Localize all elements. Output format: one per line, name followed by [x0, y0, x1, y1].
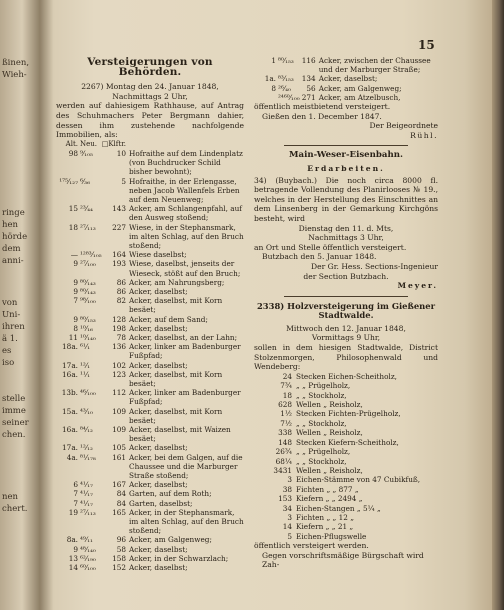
wood-lot-description: „ „ Stockholz, — [296, 418, 347, 428]
property-row — [56, 287, 244, 296]
parcel-new-number: ⁶⁰⁄₁₀₀ — [80, 563, 96, 573]
parcel-new-number: ⁶²⁄₁₉₀ — [80, 553, 96, 563]
left-column — [56, 56, 244, 572]
parcel-description: Garten, auf dem Roth; — [129, 489, 212, 499]
parcel-description: Acker, auf dem Sand; — [129, 314, 208, 324]
parcel-old-number: 8a. — [66, 535, 78, 545]
property-row — [56, 554, 244, 563]
wood-lot-item — [254, 466, 438, 475]
railway-notice-place-date: Butzbach den 5. Januar 1848. — [262, 252, 377, 262]
parcel-new-number: ²³⁄₄₄ — [80, 204, 93, 214]
wood-lot-description: Stecken Fichten-Prügelholz, — [296, 409, 401, 419]
wood-lot-description: „ „ Prügelholz, — [296, 447, 351, 457]
property-table-header — [56, 140, 244, 149]
wood-lot-description: „ „ Stockholz, — [296, 456, 347, 466]
wood-lot-quantity: 628 — [278, 400, 292, 410]
parcel-old-number: 16a. — [62, 369, 78, 379]
wood-lot-description: „ „ Prügelholz, — [296, 381, 351, 391]
wood-lot-item — [254, 428, 438, 437]
wood-lot-quantity: 338 — [278, 428, 292, 438]
parcel-description: Acker, daselbst, an der Lahn; — [129, 333, 238, 343]
parcel-description: Acker, am Galgenweg; — [318, 83, 402, 93]
parcel-new-number: ⁴⁹⁄₁₁ — [80, 535, 93, 545]
wood-lot-quantity: 7½ — [280, 418, 292, 428]
wood-lot-description: Kiefern „ „ 21 „ — [296, 522, 354, 532]
parcel-old-number: 6 — [73, 480, 78, 490]
parcel-new-number: ⁹⁄₁₀₅ — [80, 148, 93, 158]
adjacent-page-text-fragment: hörde — [2, 232, 28, 242]
parcel-new-number: ⁴¹⁄₁₇ — [80, 498, 93, 508]
property-row — [56, 388, 244, 406]
parcel-new-number: ¹²⁄₁ — [80, 360, 90, 370]
notice-date-giessen: Gießen den 1. December 1847. — [262, 111, 382, 121]
parcel-description: Wiese daselbst; — [129, 250, 187, 260]
parcel-old-number: 8 — [271, 83, 276, 93]
property-row — [56, 177, 244, 205]
parcel-area: 105 — [112, 443, 126, 453]
property-row — [56, 315, 244, 324]
parcel-description: Acker, daselbst; — [129, 360, 188, 370]
parcel-description: Acker, linker am Badenburger Fußpfad; — [129, 388, 241, 407]
property-row — [56, 333, 244, 342]
parcel-old-number: 7 — [73, 489, 78, 499]
adjacent-page-text-fragment: Wieh- — [2, 70, 27, 80]
parcel-area: 198 — [112, 323, 126, 333]
parcel-description: Acker, daselbst; — [129, 287, 188, 296]
wood-lot-description: Fichten „ „ 877 „ — [296, 484, 359, 494]
parcel-area: 271 — [301, 92, 316, 102]
parcel-old-number: 9 — [73, 314, 78, 324]
property-row — [254, 84, 438, 93]
property-row — [56, 259, 244, 277]
wood-lot-item — [254, 438, 438, 447]
parcel-old-number: 17a. — [62, 443, 78, 453]
parcel-description: Acker, daselbst, mit Waizen besäet; — [129, 425, 231, 444]
property-row — [56, 508, 244, 536]
wood-lot-item — [254, 447, 438, 456]
wood-lot-quantity: 3 — [287, 475, 292, 485]
wood-lot-quantity: 14 — [282, 522, 292, 532]
col-header-old: Alt. — [65, 139, 78, 148]
parcel-description: Acker, daselbst, mit Korn besäet; — [129, 406, 223, 425]
parcel-new-number: ²⁷⁄₁₁₃ — [80, 222, 96, 232]
wood-lot-quantity: 34 — [282, 503, 292, 513]
wood-lot-description: „ „ Stockholz, — [296, 390, 347, 400]
parcel-old-number: 18 — [68, 222, 78, 232]
adjacent-page-text-fragment: chen. — [2, 430, 26, 440]
parcel-area: 102 — [112, 360, 126, 370]
parcel-old-number: 9 — [73, 544, 78, 554]
wood-lot-description: Wellen „ Reisholz, — [296, 428, 363, 438]
parcel-old-number: 16a. — [62, 425, 78, 435]
wood-lot-description: Eichen-Stämme von 47 Cubikfuß, — [296, 475, 421, 485]
wood-lot-item — [254, 475, 438, 484]
property-row — [56, 443, 244, 452]
parcel-area: 84 — [116, 489, 126, 499]
parcel-new-number: ⁸⁰⁄₁₄₃ — [80, 287, 96, 296]
wood-lot-item — [254, 372, 438, 381]
parcel-description: Acker, am Schlangenpfahl, auf den Ausweg stoßend; — [129, 204, 243, 223]
col-header-klafter: □Klftr. — [101, 139, 126, 148]
wood-lot-quantity: 153 — [278, 494, 292, 504]
railway-notice-time: Nachmittags 3 Uhr, — [308, 233, 384, 243]
parcel-new-number: ⁸⁰⁄₁₅₃ — [278, 56, 294, 65]
parcel-old-number: 13 — [68, 553, 78, 563]
parcel-area: 167 — [112, 480, 126, 490]
parcel-description: Acker, bei dem Galgen, auf die Chaussee und die Marburger Straße stoßend; — [129, 452, 243, 481]
parcel-new-number: ¹²⁸³⁄₁₀₅ — [80, 250, 102, 260]
parcel-new-number: ⁴⁸⁄₁₄₀ — [80, 544, 96, 554]
signatory-name: Rühl. — [410, 130, 438, 140]
parcel-area: 109 — [112, 425, 126, 435]
wood-lot-item — [254, 504, 438, 513]
parcel-area: 112 — [112, 388, 126, 398]
parcel-old-number: 98 — [68, 148, 78, 158]
parcel-description: Hofraithe auf dem Lindenplatz (von Buchdrucker Schild bisher bewohnt); — [129, 148, 243, 177]
parcel-area: 161 — [112, 452, 126, 462]
adjacent-page-text-fragment: ringe — [2, 208, 25, 218]
parcel-old-number: 13b. — [61, 388, 78, 398]
section-heading-authorities: Versteigerungen von Behörden. — [87, 56, 213, 78]
adjacent-page-text-fragment: stelle — [2, 394, 26, 404]
property-row — [56, 296, 244, 314]
wood-lot-item — [254, 513, 438, 522]
railway-signatory-section: der Section Butzbach. — [303, 271, 389, 281]
wood-lot-quantity: 26¾ — [275, 447, 292, 457]
wood-lot-quantity: 68¼ — [275, 456, 292, 466]
parcel-description: Acker, daselbst; — [129, 323, 188, 333]
parcel-description: Acker, in der Schwarzlach; — [129, 553, 229, 563]
railway-signatory-name: Meyer. — [397, 281, 438, 291]
property-row — [56, 361, 244, 370]
wood-lot-item — [254, 409, 438, 418]
parcel-description: Acker, am Atzelbusch, — [318, 92, 401, 102]
parcel-new-number: ⁸³⁄₁₅₃ — [278, 74, 294, 84]
parcel-description: Acker, daselbst; — [318, 74, 378, 84]
parcel-description: Wiese, in der Stephansmark, im alten Schlag, auf den Bruch stoßend; — [129, 222, 244, 250]
parcel-old-number: ¹⁷⁵⁄₁₂₇ — [59, 176, 78, 186]
right-column — [254, 56, 438, 570]
parcel-old-number: 9 — [73, 277, 78, 287]
wood-lot-quantity: 3431 — [273, 465, 292, 475]
parcel-area: 84 — [116, 498, 126, 508]
wood-lot-quantity: 24 — [282, 371, 292, 381]
parcel-area: 116 — [301, 56, 316, 65]
wood-lot-description: Fichten „ „ 12 „ — [296, 512, 355, 522]
property-row — [56, 204, 244, 222]
wood-lot-item — [254, 400, 438, 409]
col-header-new: Neu. — [80, 139, 98, 148]
parcel-new-number: ²⁷⁄₁₁₃ — [80, 507, 96, 517]
wood-lot-description: Wellen „ Reisholz, — [296, 400, 363, 410]
parcel-new-number: ⁸⁰⁄₁₅₃ — [80, 314, 96, 324]
property-row — [254, 74, 438, 83]
parcel-area: 82 — [116, 296, 126, 306]
wood-lot-quantity: 5 — [287, 531, 292, 541]
parcel-area: 227 — [112, 222, 126, 232]
wood-lot-item — [254, 381, 438, 390]
parcel-old-number: 17a. — [62, 360, 78, 370]
parcel-new-number: ⁴¹⁄₁₇ — [80, 480, 93, 490]
wood-lot-item — [254, 485, 438, 494]
parcel-area: 109 — [112, 406, 126, 416]
section-heading-railway: Main-Weser-Eisenbahn. — [289, 150, 403, 161]
adjacent-page-edge — [0, 0, 40, 610]
parcel-area: 193 — [112, 259, 126, 269]
wood-lot-description: Stecken Eichen-Scheitholz, — [296, 371, 397, 381]
parcel-description: Acker, daselbst, mit Korn besäet; — [129, 296, 223, 315]
parcel-new-number: ⁸⁰⁄₁₄₃ — [80, 277, 96, 287]
parcel-description: Acker, am Nahrungsberg; — [129, 277, 225, 287]
adjacent-page-text-fragment: hen — [2, 220, 18, 230]
adjacent-page-text-fragment: iso — [2, 358, 15, 368]
wood-lot-item — [254, 391, 438, 400]
property-row — [56, 342, 244, 360]
parcel-description: Wiese, daselbst, jenseits der Wieseck, stößt auf den Bruch; — [129, 259, 241, 278]
property-row — [56, 223, 244, 251]
wood-lot-quantity: 18 — [282, 390, 292, 400]
property-row — [56, 480, 244, 489]
section-divider — [284, 145, 408, 146]
parcel-old-number: 11 — [68, 333, 78, 343]
signatory-office: Der Beigeordnete — [369, 121, 438, 131]
parcel-new-number: ¹⁰⁄₁₄₀ — [80, 333, 96, 343]
adjacent-page-text-fragment: ihren — [2, 322, 25, 332]
property-table-continued — [254, 56, 438, 102]
property-row — [254, 93, 438, 102]
adjacent-page-text-fragment: chert. — [2, 504, 28, 514]
parcel-area: 164 — [112, 250, 126, 260]
parcel-new-number: ⁹⁸⁄₁₀₀ — [80, 296, 96, 306]
parcel-new-number: ¹²⁄₁₂ — [80, 443, 93, 453]
parcel-old-number: 4a. — [66, 452, 78, 462]
parcel-old-number: 15a. — [62, 406, 78, 416]
property-table — [56, 140, 244, 573]
parcel-description: Garten, daselbst; — [129, 498, 193, 508]
parcel-new-number: ⁶⁄₃₆ — [80, 176, 90, 186]
parcel-old-number: 7 — [73, 296, 78, 306]
parcel-old-number — [254, 93, 278, 102]
property-row — [56, 250, 244, 259]
adjacent-page-text-fragment: es — [2, 346, 12, 356]
wood-auction-time: Vormittags 9 Uhr, — [311, 333, 381, 343]
notice-intro: werden auf dahiesigem Rathhause, auf Antrag des Schuhmachers Peter Bergmann dahier, dessen ihm zustehende nachfolgende Immobilien, als: — [56, 101, 244, 140]
wood-lot-description: Wellen „ Reisholz, — [296, 465, 363, 475]
property-row — [56, 370, 244, 388]
parcel-area: 143 — [112, 204, 126, 214]
property-row — [56, 535, 244, 544]
adjacent-page-text-fragment: Uni- — [2, 310, 21, 320]
wood-auction-guarantee: Gegen vorschriftsmäßige Bürgschaft wird Zah- — [262, 550, 424, 570]
parcel-old-number: — — [70, 250, 78, 260]
property-row — [56, 149, 244, 177]
parcel-description: Acker, daselbst; — [129, 443, 188, 453]
railway-notice-text: 34) (Buybach.) Die noch circa 8000 fl. betragende Vollendung des Planirlooses № 19., welches in der Herstellung des Einschnittes an dem Linsenberg in der Gemarkung Kirchgöns besteht, wird — [254, 175, 438, 223]
parcel-new-number: ¹¹⁄₁ — [80, 369, 90, 379]
wood-lot-item — [254, 532, 438, 541]
wood-lot-description: Stecken Kiefern-Scheitholz, — [296, 437, 399, 447]
parcel-old-number: 14 — [68, 563, 78, 573]
parcel-old-number: 15 — [68, 204, 78, 214]
railway-signatory-office: Der Gr. Hess. Sections-Ingenieur — [311, 261, 438, 271]
adjacent-page-text-fragment: imme — [2, 406, 26, 416]
parcel-description: Acker, daselbst; — [129, 544, 188, 554]
wood-lot-quantity: 1½ — [280, 409, 292, 419]
property-row — [56, 425, 244, 443]
parcel-area: 86 — [116, 287, 126, 296]
parcel-area: 56 — [306, 83, 316, 93]
parcel-new-number: ⁸⁴⁄₁₂ — [80, 425, 93, 435]
wood-auction-date: Mittwoch den 12. Januar 1848, — [286, 323, 406, 333]
parcel-old-number: 1a. — [264, 74, 276, 84]
parcel-old-number: 18a. — [62, 342, 78, 352]
parcel-new-number: ⁴³⁄₁₀ — [80, 406, 93, 416]
parcel-area: 96 — [116, 535, 126, 545]
adjacent-page-text-fragment: anni- — [2, 256, 24, 266]
parcel-old-number: 1 — [271, 56, 276, 65]
parcel-new-number: ²⁶⁄₄₀ — [278, 83, 291, 93]
parcel-area: 86 — [116, 277, 126, 287]
property-row — [56, 278, 244, 287]
parcel-description: Acker, zwischen der Chaussee und der Marburger Straße; — [318, 56, 431, 75]
parcel-new-number: ⁴¹⁄₁₇ — [80, 489, 93, 499]
wood-lot-description: Kiefern „ „ 2494 „ — [296, 494, 363, 504]
adjacent-page-text-fragment: nen — [2, 492, 18, 502]
notice-date-line: 2267) Montag den 24. Januar 1848, — [81, 82, 219, 92]
page-number: 15 — [418, 38, 435, 52]
adjacent-page-text-fragment: seiner — [2, 418, 29, 428]
adjacent-page-text-fragment: ßinen, — [2, 58, 30, 68]
property-row — [56, 563, 244, 572]
parcel-area: 165 — [112, 507, 126, 517]
parcel-area: 78 — [116, 333, 126, 343]
wood-lot-item — [254, 494, 438, 503]
parcel-new-number: ¹⁰⁄₁₆ — [80, 323, 93, 333]
auction-note: öffentlich meistbietend versteigert. — [254, 102, 391, 112]
parcel-old-number: 7 — [73, 498, 78, 508]
section-heading-wood-auction: 2338) Holzversteigerung im Gießener Stadtwalde. — [256, 300, 435, 321]
wood-auction-text: sollen in dem hiesigen Stadtwalde, District Stolzenmorgen, Philosophenwald und Wendeberg: — [254, 343, 438, 372]
wood-lot-quantity: 7¾ — [280, 381, 292, 391]
wood-lot-item — [254, 522, 438, 531]
parcel-new-number: ⁴⁶⁄₁₀₀ — [80, 388, 96, 398]
property-row — [56, 545, 244, 554]
parcel-area: 128 — [112, 314, 126, 324]
property-row — [254, 56, 438, 74]
railway-notice-tail: an Ort und Stelle öffentlich versteigert. — [254, 242, 407, 252]
property-row — [56, 453, 244, 481]
parcel-old-number: 8 — [73, 323, 78, 333]
parcel-description: Acker, daselbst, mit Korn besäet; — [129, 369, 223, 389]
parcel-description: Acker, in der Stephansmark, im alten Schlag, auf den Bruch stoßend; — [129, 507, 244, 536]
section-divider-2 — [284, 296, 408, 297]
parcel-new-number: ²⁷⁄₁₀₀ — [80, 259, 96, 269]
adjacent-page-text-fragment: dem — [2, 244, 21, 254]
wood-lot-item — [254, 419, 438, 428]
parcel-area: 136 — [112, 342, 126, 352]
parcel-new-number: ²⁴⁶⁰⁄₁₀₀ — [278, 92, 300, 102]
parcel-description: Acker, daselbst; — [129, 563, 188, 573]
wood-lot-quantity: 38 — [282, 484, 292, 494]
parcel-area: 158 — [112, 553, 126, 563]
parcel-old-number: 9 — [73, 259, 78, 269]
adjacent-page-text-fragment: von — [2, 298, 18, 308]
property-row — [56, 324, 244, 333]
wood-lot-quantity: 148 — [278, 437, 292, 447]
wood-lot-list — [254, 372, 438, 541]
parcel-area: 134 — [301, 74, 316, 84]
adjacent-page-text-fragment: ä 1. — [2, 334, 18, 344]
parcel-area: 10 — [116, 148, 126, 158]
parcel-area: 58 — [116, 544, 126, 554]
parcel-description: Acker, am Galgenweg; — [129, 535, 212, 545]
wood-lot-description: Eichen-Pflugswelle — [296, 531, 367, 541]
property-row — [56, 499, 244, 508]
notice-time-line: Nachmittags 2 Uhr, — [112, 91, 188, 101]
property-row — [56, 407, 244, 425]
parcel-area: 5 — [121, 176, 126, 186]
parcel-new-number: ⁶¹⁄₁ — [80, 342, 90, 352]
wood-auction-tail: öffentlich versteigert werden. — [254, 541, 369, 551]
parcel-old-number: 9 — [73, 287, 78, 296]
wood-lot-description: Eichen-Stangen „ 5¼ „ — [296, 503, 381, 513]
parcel-area: 152 — [112, 563, 126, 573]
wood-lot-quantity: 3 — [287, 512, 292, 522]
section-subheading-earthworks: Erdarbeiten. — [307, 163, 385, 173]
railway-notice-date: Dienstag den 11. d. Mts, — [298, 223, 394, 233]
wood-lot-item — [254, 457, 438, 466]
book-page-edge — [492, 0, 504, 610]
parcel-description: Acker, daselbst; — [129, 480, 188, 490]
property-row — [56, 489, 244, 498]
parcel-new-number: ⁸¹⁄₁₇₈ — [80, 452, 96, 462]
parcel-description: Acker, linker am Badenburger Fußpfad; — [129, 342, 241, 361]
parcel-old-number: 19 — [68, 507, 78, 517]
parcel-area: 123 — [112, 369, 126, 379]
parcel-description: Hofraithe, in der Erlengasse, neben Jacob Wallenfels Erben auf dem Neuenweg; — [129, 176, 240, 204]
